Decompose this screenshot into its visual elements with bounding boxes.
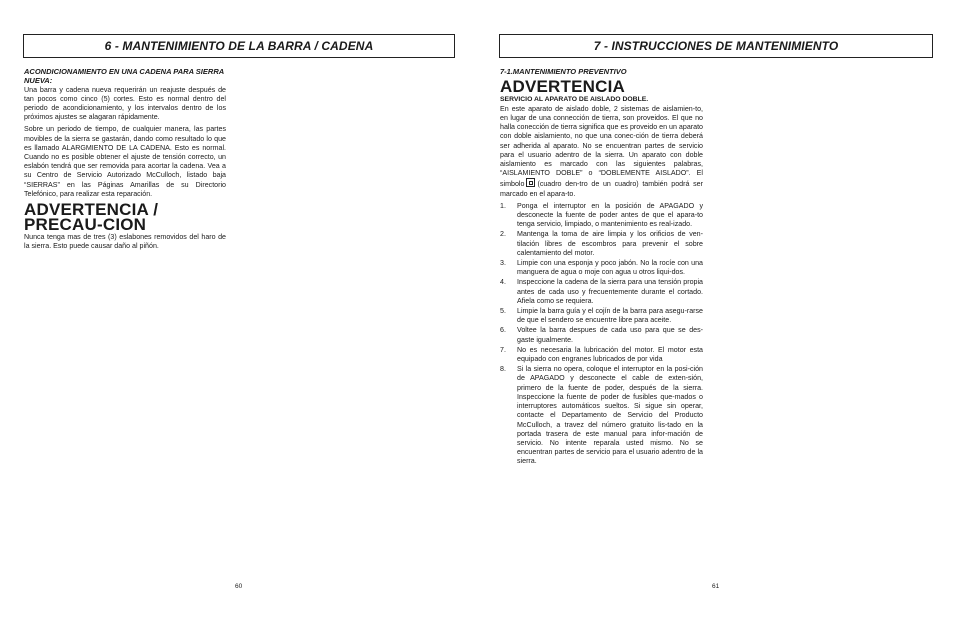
paragraph: Sobre un periodo de tiempo, de cualquier manera, las partes movibles de la sierra se gastarán, dando como resultado lo que es llamado ALARGMIENTO DE LA CADENA. Esto es normal. Cuando no es posible obtener el ajuste de tensión correcto, un eslabón tendrá que ser removida para acortar la cadena. Vea a su Centro de Servicio Autorizado McCulloch, listado baja “SIERRAS” en las Páginas Amarillas de su Directorio Telefónico, para realizar esta reparación. bbox=[24, 125, 226, 198]
list-item bbox=[500, 202, 703, 230]
list-item-number: 2. bbox=[500, 230, 506, 239]
right-column bbox=[500, 68, 703, 468]
list-item-text: Limpie con una esponja y poco jabón. No la rocíe con una manguera de agua o moje con agua u otros liqui-dos. bbox=[517, 259, 703, 277]
list-item bbox=[500, 346, 703, 364]
service-heading: SERVICIO AL APARATO DE AISLADO DOBLE. bbox=[500, 95, 649, 103]
section-title: 6 - MANTENIMIENTO DE LA BARRA / CADENA bbox=[104, 39, 374, 53]
list-item-number: 8. bbox=[500, 365, 506, 374]
subheading: ACONDICIONAMIENTO EN UNA CADENA PARA SIERRA NUEVA: bbox=[24, 67, 224, 85]
list-item-text: No es necesaria la lubricación del motor. El motor esta equipado con engranes lubricados de por vida bbox=[517, 345, 703, 364]
list-item-text: Mantenga la toma de aire limpia y los orificios de ven-tilación libres de escombros para prevenir el sobre calentamiento del motor. bbox=[517, 230, 703, 257]
maintenance-steps-list bbox=[500, 202, 703, 467]
intro-text-part1: En este aparato de aislado doble, 2 sistemas de aislamien-to, en lugar de una connección de tierra, son proveidos. El que no halla conección de tierra significa que es proveido en un aparato con doble aislamiento, no que una conec-ción de tierra deberá ser adherida al aparato. No se encuentran partes de servicio para el usuario adentro de la sierra. Un aparato con doble aislamiento es marcado con las siguientes palabras, “AISLAMIENTO DOBLE” o “DOBLEMENTE AISLADO”. El simbolo bbox=[500, 104, 703, 189]
list-item bbox=[500, 230, 703, 258]
left-column bbox=[24, 68, 226, 254]
intro-text-part2: (cuadro den-tro de un cuadro) también podrá ser marcado en el apara-to. bbox=[500, 180, 703, 198]
list-item-number: 4. bbox=[500, 278, 506, 287]
list-item-text: Voltee la barra despues de cada uso para que se des-gaste igualmente. bbox=[517, 326, 703, 344]
warning-text: Nunca tenga mas de tres (3) eslabones removidos del haro de la sierra. Esto puede causar daño al piñón. bbox=[24, 233, 226, 251]
list-item-text: Si la sierra no opera, coloque el interruptor en la posi-ción de APAGADO y desconecte el cable de exten-sión, primero de la fuente de poder, después de la sierra. Inspeccione la fuente de poder de fusibles que-mados o interruptores automáticos sueltos. Si sigue sin operar, contacte el Departamento de Servicio del Producto McCulloch, a travez del número gratuito lis-tado en la portada trasera de este manual para infor-mación de servicio. No intente reparala usted mismo. No se encuentran partes de servicio para el usuario adentro de la sierra. bbox=[517, 365, 703, 466]
list-item-number: 7. bbox=[500, 345, 506, 354]
page-number: 60 bbox=[235, 583, 243, 590]
list-item-text: Limpie la barra guía y el cojín de la barra para asegu-rarse de que el sendero se encuentre libre para aceite. bbox=[517, 307, 703, 325]
section-header-box bbox=[499, 34, 933, 58]
list-item-number: 5. bbox=[500, 307, 506, 316]
page-number: 61 bbox=[712, 583, 720, 590]
warning-title: ADVERTENCIA bbox=[500, 76, 625, 96]
list-item bbox=[500, 365, 703, 466]
list-item-text: Ponga el interruptor en la posición de APAGADO y desconecte la fuente de poder antes de que el apara-to tenga servicio, limpiado, o mantenimiento es real-izado. bbox=[517, 201, 703, 229]
paragraph: Una barra y cadena nueva requerirán un reajuste después de tan pocos como cinco (5) cortes. Esto es normal dentro del periodo de acondicionamiento, y los intervalos dentro de los próximos ajustes se alagaran rápidamente. bbox=[24, 85, 226, 122]
list-item-number: 6. bbox=[500, 326, 506, 335]
list-item-number: 3. bbox=[500, 259, 506, 268]
list-item bbox=[500, 259, 703, 277]
list-item bbox=[500, 278, 703, 306]
warning-title: ADVERTENCIA / PRECAU-CION bbox=[24, 200, 159, 235]
list-item-text: Inspeccione la cadena de la sierra para una tensión propia antes de cada uso y frecuentemente durante el cortado. Afiela como se requiera. bbox=[517, 278, 703, 305]
section-title: 7 - INSTRUCCIONES DE MANTENIMIENTO bbox=[593, 39, 839, 53]
list-item bbox=[500, 326, 703, 344]
double-insulation-icon bbox=[526, 178, 535, 187]
list-item bbox=[500, 307, 703, 325]
subheading: 7-1.MANTENIMIENTO PREVENTIVO bbox=[500, 67, 627, 76]
section-header-box bbox=[23, 34, 455, 58]
right-page bbox=[477, 0, 954, 618]
list-item-number: 1. bbox=[500, 201, 506, 210]
intro-paragraph bbox=[500, 105, 703, 199]
